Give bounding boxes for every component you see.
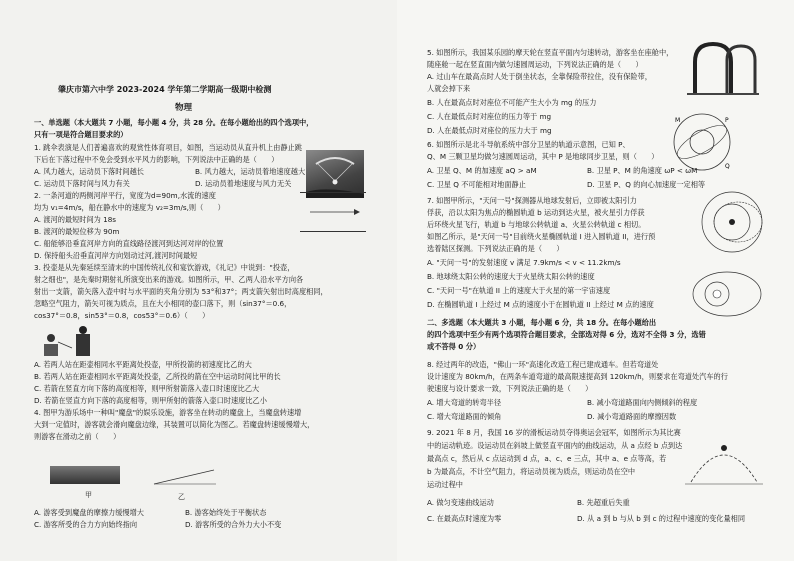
section1-title: 一、单选题（本大题共 7 小题，每小题 4 分，共 28 分。在每小题给出的四个选项中， — [34, 118, 314, 127]
q4-option-b: B. 游客始终处于平衡状态 — [185, 508, 267, 517]
q4-magic-disc-photo — [50, 466, 120, 484]
q2-stem-line1: 2. 一条河道的两侧河岸平行，宽度为d=90m,水流的速度 — [34, 191, 216, 200]
q3-stem-line5: cos37°＝0.8，sin53°＝0.8，cos53°＝0.6）（ ） — [34, 311, 210, 320]
q6-option-a: A. 卫星 Q、M 的加速度 aQ > aM — [427, 166, 537, 175]
skateboard-trajectory-icon — [685, 436, 763, 488]
q3-stem-line4: 忽略空气阻力，箭矢可视为质点，且在大小相同的壶口落下，则（sin37°＝0.6， — [34, 299, 292, 308]
q1-skydiver-photo — [306, 150, 364, 198]
svg-text:P: P — [725, 117, 729, 124]
q1-stem-line1: 1. 跳伞表演是人们普遍喜欢的观赏性体育项目，如图，当运动员从直升机上由静止跳 — [34, 143, 302, 152]
q3-option-a: A. 若两人站在距壶相同水平距离处投壶，甲所投箭的初速度比乙的大 — [34, 360, 252, 369]
q3-option-b: B. 若两人站在距壶相同水平距离处投壶，乙所投的箭在空中运动时间比甲的长 — [34, 372, 281, 381]
q5-option-a-line1: A. 过山车在最高点时人处于倒坐状态，全靠保险带拉住，没有保险带， — [427, 72, 652, 81]
q9-option-b: B. 先超重后失重 — [577, 498, 630, 507]
q2-option-a: A. 渡河的最短时间为 18s — [34, 215, 117, 224]
q7-option-a: A. "天问一号"的发射速度 v 满足 7.9km/s < v < 11.2km/s — [427, 258, 621, 267]
q4-option-a: A. 游客受到魔盘的摩擦力缓慢增大 — [34, 508, 144, 517]
q3-stem-line2: 射之细也"，是先秦时期射礼所演变出来的游戏。如图所示，甲、乙两人沿水平方向各 — [34, 275, 304, 284]
solar-orbits-icon — [697, 190, 767, 254]
q8-stem-line2: 设计速度为 80km/h，在两条车道弯道的最高限速提高到 120km/h，则要求在弯道处汽车的行 — [427, 372, 728, 381]
q6-option-c: C. 卫星 Q 不可能相对地面静止 — [427, 180, 526, 189]
q4-caption-b: 乙 — [178, 493, 185, 501]
section2-title-line1: 二、多选题（本大题共 3 小题，每小题 6 分，共 18 分。在每小题给出 — [427, 318, 657, 327]
q4-stem-line1: 4. 图甲为游乐场中一种叫"魔盘"的娱乐设施，游客坐在转动的魔盘上，当魔盘转速增 — [34, 408, 302, 417]
q1-option-c: C. 运动员下落时间与风力有关 — [34, 179, 130, 188]
q8-stem-line3: 驶速度与设计要求一致，下列说法正确的是（ ） — [427, 384, 593, 393]
q7-stem-line1: 7. 如图甲所示，"天问一号"探测器从地球发射后，立即被太阳引力 — [427, 196, 637, 205]
q2-option-c: C. 船能够沿垂直河岸方向的直线路径渡河到达河对岸的位置 — [34, 239, 224, 248]
q5-roller-coaster-photo — [687, 40, 759, 96]
q3-stem-line3: 射出一支箭，箭矢落入壶中时与水平面的夹角分别为 53°和37°；两支箭矢射出时高度相同， — [34, 287, 328, 296]
q2-stem-line2: 均为 v₁=4m/s，船在静水中的速度为 v₂=3m/s,则（ ） — [34, 203, 225, 212]
q8-option-d: D. 减小弯道路面的摩擦因数 — [587, 412, 677, 421]
q8-option-a: A. 增大弯道的转弯半径 — [427, 398, 502, 407]
q9-stem-line1: 9. 2021 年 8 月，我国 16 岁的滑板运动员夺得奥运会冠军，如图所示为其比赛 — [427, 428, 681, 437]
q1-stem-line2: 下后在下落过程中不免会受到水平风力的影响，下列说法中正确的是（ ） — [34, 155, 279, 164]
q7-option-c: C. "天问一号"在轨道 II 上的速度大于火星的第一宇宙速度 — [427, 286, 611, 295]
incline-icon — [150, 462, 220, 488]
q4-option-d: D. 游客所受的合外力大小不变 — [185, 520, 282, 529]
q1-option-b: B. 风力越大，运动员着地速度越大 — [195, 167, 306, 176]
svg-text:M: M — [675, 117, 681, 124]
q7-solar-orbit-diagram — [697, 190, 767, 254]
q4-simplified-diagram — [150, 462, 220, 488]
q4-option-c: C. 游客所受的合力方向始终指向 — [34, 520, 138, 529]
q9-skateboard-figure — [685, 436, 763, 488]
q3-option-c: C. 若箭在竖直方向下落的高度相等，则甲所射箭落入壶口时速度比乙大 — [34, 384, 260, 393]
section2-title-line3: 或不答得 0 分） — [427, 342, 481, 351]
q5-stem-line1: 5. 如图所示，我国某乐园的摩天轮在竖直平面内匀速转动，游客坐在座舱中， — [427, 48, 674, 57]
q7-stem-line4: 如图乙所示，是"天问一号"目前绕火星椭圆轨道 I 进入圆轨道 II，进行预 — [427, 232, 656, 241]
q8-option-c: C. 增大弯道路面的倾角 — [427, 412, 502, 421]
q5-option-a-line2: 人就会掉下来 — [427, 84, 471, 93]
q9-option-a: A. 做匀变速曲线运动 — [427, 498, 494, 507]
section1-title-line2: 只有一项是符合题目要求的） — [34, 130, 128, 139]
q9-option-c: C. 在最高点时速度为零 — [427, 514, 502, 523]
q2-option-b: B. 渡河的最短位移为 90m — [34, 227, 120, 236]
q7-stem-line3: 后环绕火星飞行，轨道 b 与地球公转轨道 a、火星公转轨道 c 相切。 — [427, 220, 646, 229]
q7-option-d: D. 在椭圆轨道 I 上经过 M 点的速度小于在圆轨道 II 上经过 M 点的速度 — [427, 300, 654, 309]
skydiver-icon — [306, 150, 364, 198]
section2-title-line2: 的四个选项中至少有两个选项符合题目要求，全部选对得 6 分，选对不全得 3 分，选错 — [427, 330, 706, 339]
q4-stem-line3: 则游客在滑动之前（ ） — [34, 432, 121, 441]
q3-stem-line1: 3. 投壶是从先秦延续至清末的中国传统礼仪和宴饮游戏，《礼记》中说到："投壶， — [34, 263, 295, 272]
q7-stem-line5: 选着陆区探测。下列说法正确的是（ ） — [427, 244, 564, 253]
svg-text:Q: Q — [725, 163, 730, 170]
roller-coaster-icon — [687, 40, 759, 96]
q1-option-a: A. 风力越大，运动员下落时间越长 — [34, 167, 144, 176]
q2-river-diagram — [300, 192, 366, 232]
q2-option-d: D. 保持船头沿垂直河岸方向划动过河,渡河时间最短 — [34, 251, 198, 260]
q9-option-d: D. 从 a 到 b 与从 b 到 c 的过程中速度的变化量相同 — [577, 514, 746, 523]
q7-option-b: B. 地球绕太阳公转的速度大于火星绕太阳公转的速度 — [427, 272, 595, 281]
q6-stem-line1: 6. 如图所示是北斗导航系统中部分卫星的轨道示意图，已知 P、 — [427, 140, 630, 149]
q4-stem-line2: 大到一定值时，游客就会滑向魔盘边缘，其装置可以简化为图乙。若魔盘转速缓慢增大， — [34, 420, 315, 429]
q8-option-b: B. 减小弯道路面向内侧倾斜的程度 — [587, 398, 698, 407]
q1-option-d: D. 运动员着地速度与风力无关 — [195, 179, 292, 188]
q3-option-d: D. 若箭在竖直方向下落的高度相等，则甲所射的箭落入壶口时速度比乙小 — [34, 396, 267, 405]
q9-stem-line4: b 为最高点，不计空气阻力，将运动员视为质点，则运动员在空中 — [427, 467, 636, 476]
q9-stem-line2: 中的运动轨迹。设运动员在斜坡上做竖直平面内的曲线运动，从 a 点经 b 点到达 — [427, 441, 683, 450]
q6-orbit-diagram — [667, 110, 737, 174]
right-page — [397, 0, 794, 561]
river-flow-icon — [300, 193, 366, 231]
q6-stem-line2: Q、M 三颗卫星均做匀速圆周运动，其中 P 是地球同步卫星，则（ ） — [427, 152, 659, 161]
q9-stem-line3: 最高点 c，然后从 c 点运动到 d 点，a、c、e 三点，其中 a、e 点等高，若 — [427, 454, 667, 463]
q5-option-d: D. 人在最低点时对座位的压力大于 mg — [427, 126, 552, 135]
q4-caption-a: 甲 — [85, 491, 92, 499]
mars-orbits-icon — [691, 268, 763, 320]
archers-icon — [40, 324, 100, 358]
q5-option-c: C. 人在最低点时对座位的压力等于 mg — [427, 112, 552, 121]
q7-mars-orbit-diagram — [691, 268, 763, 320]
q6-option-b: B. 卫星 P、M 的角速度 ωP < ωM — [587, 166, 698, 175]
satellite-orbits-icon — [667, 110, 737, 174]
q5-option-b: B. 人在最高点时对座位不可能产生大小为 mg 的压力 — [427, 98, 597, 107]
exam-title: 肇庆市第六中学 2023-2024 学年第二学期高一级期中检测 — [58, 85, 272, 94]
q9-stem-line5: 运动过程中 — [427, 480, 463, 489]
q8-stem-line1: 8. 经过两年的改造，"佛山一环"高速化改造工程已建成通车。但若弯道处 — [427, 360, 659, 369]
exam-subject: 物理 — [175, 103, 193, 113]
q3-archer-figure — [40, 324, 100, 358]
q5-stem-line2: 随座舱一起在竖直面内做匀速圆周运动，下列说法正确的是（ ） — [427, 60, 643, 69]
q6-option-d: D. 卫星 P、Q 的向心加速度一定相等 — [587, 180, 706, 189]
q7-stem-line2: 俘获，沿以太阳为焦点的椭圆轨道 b 运动到达火星，被火星引力俘获 — [427, 208, 645, 217]
